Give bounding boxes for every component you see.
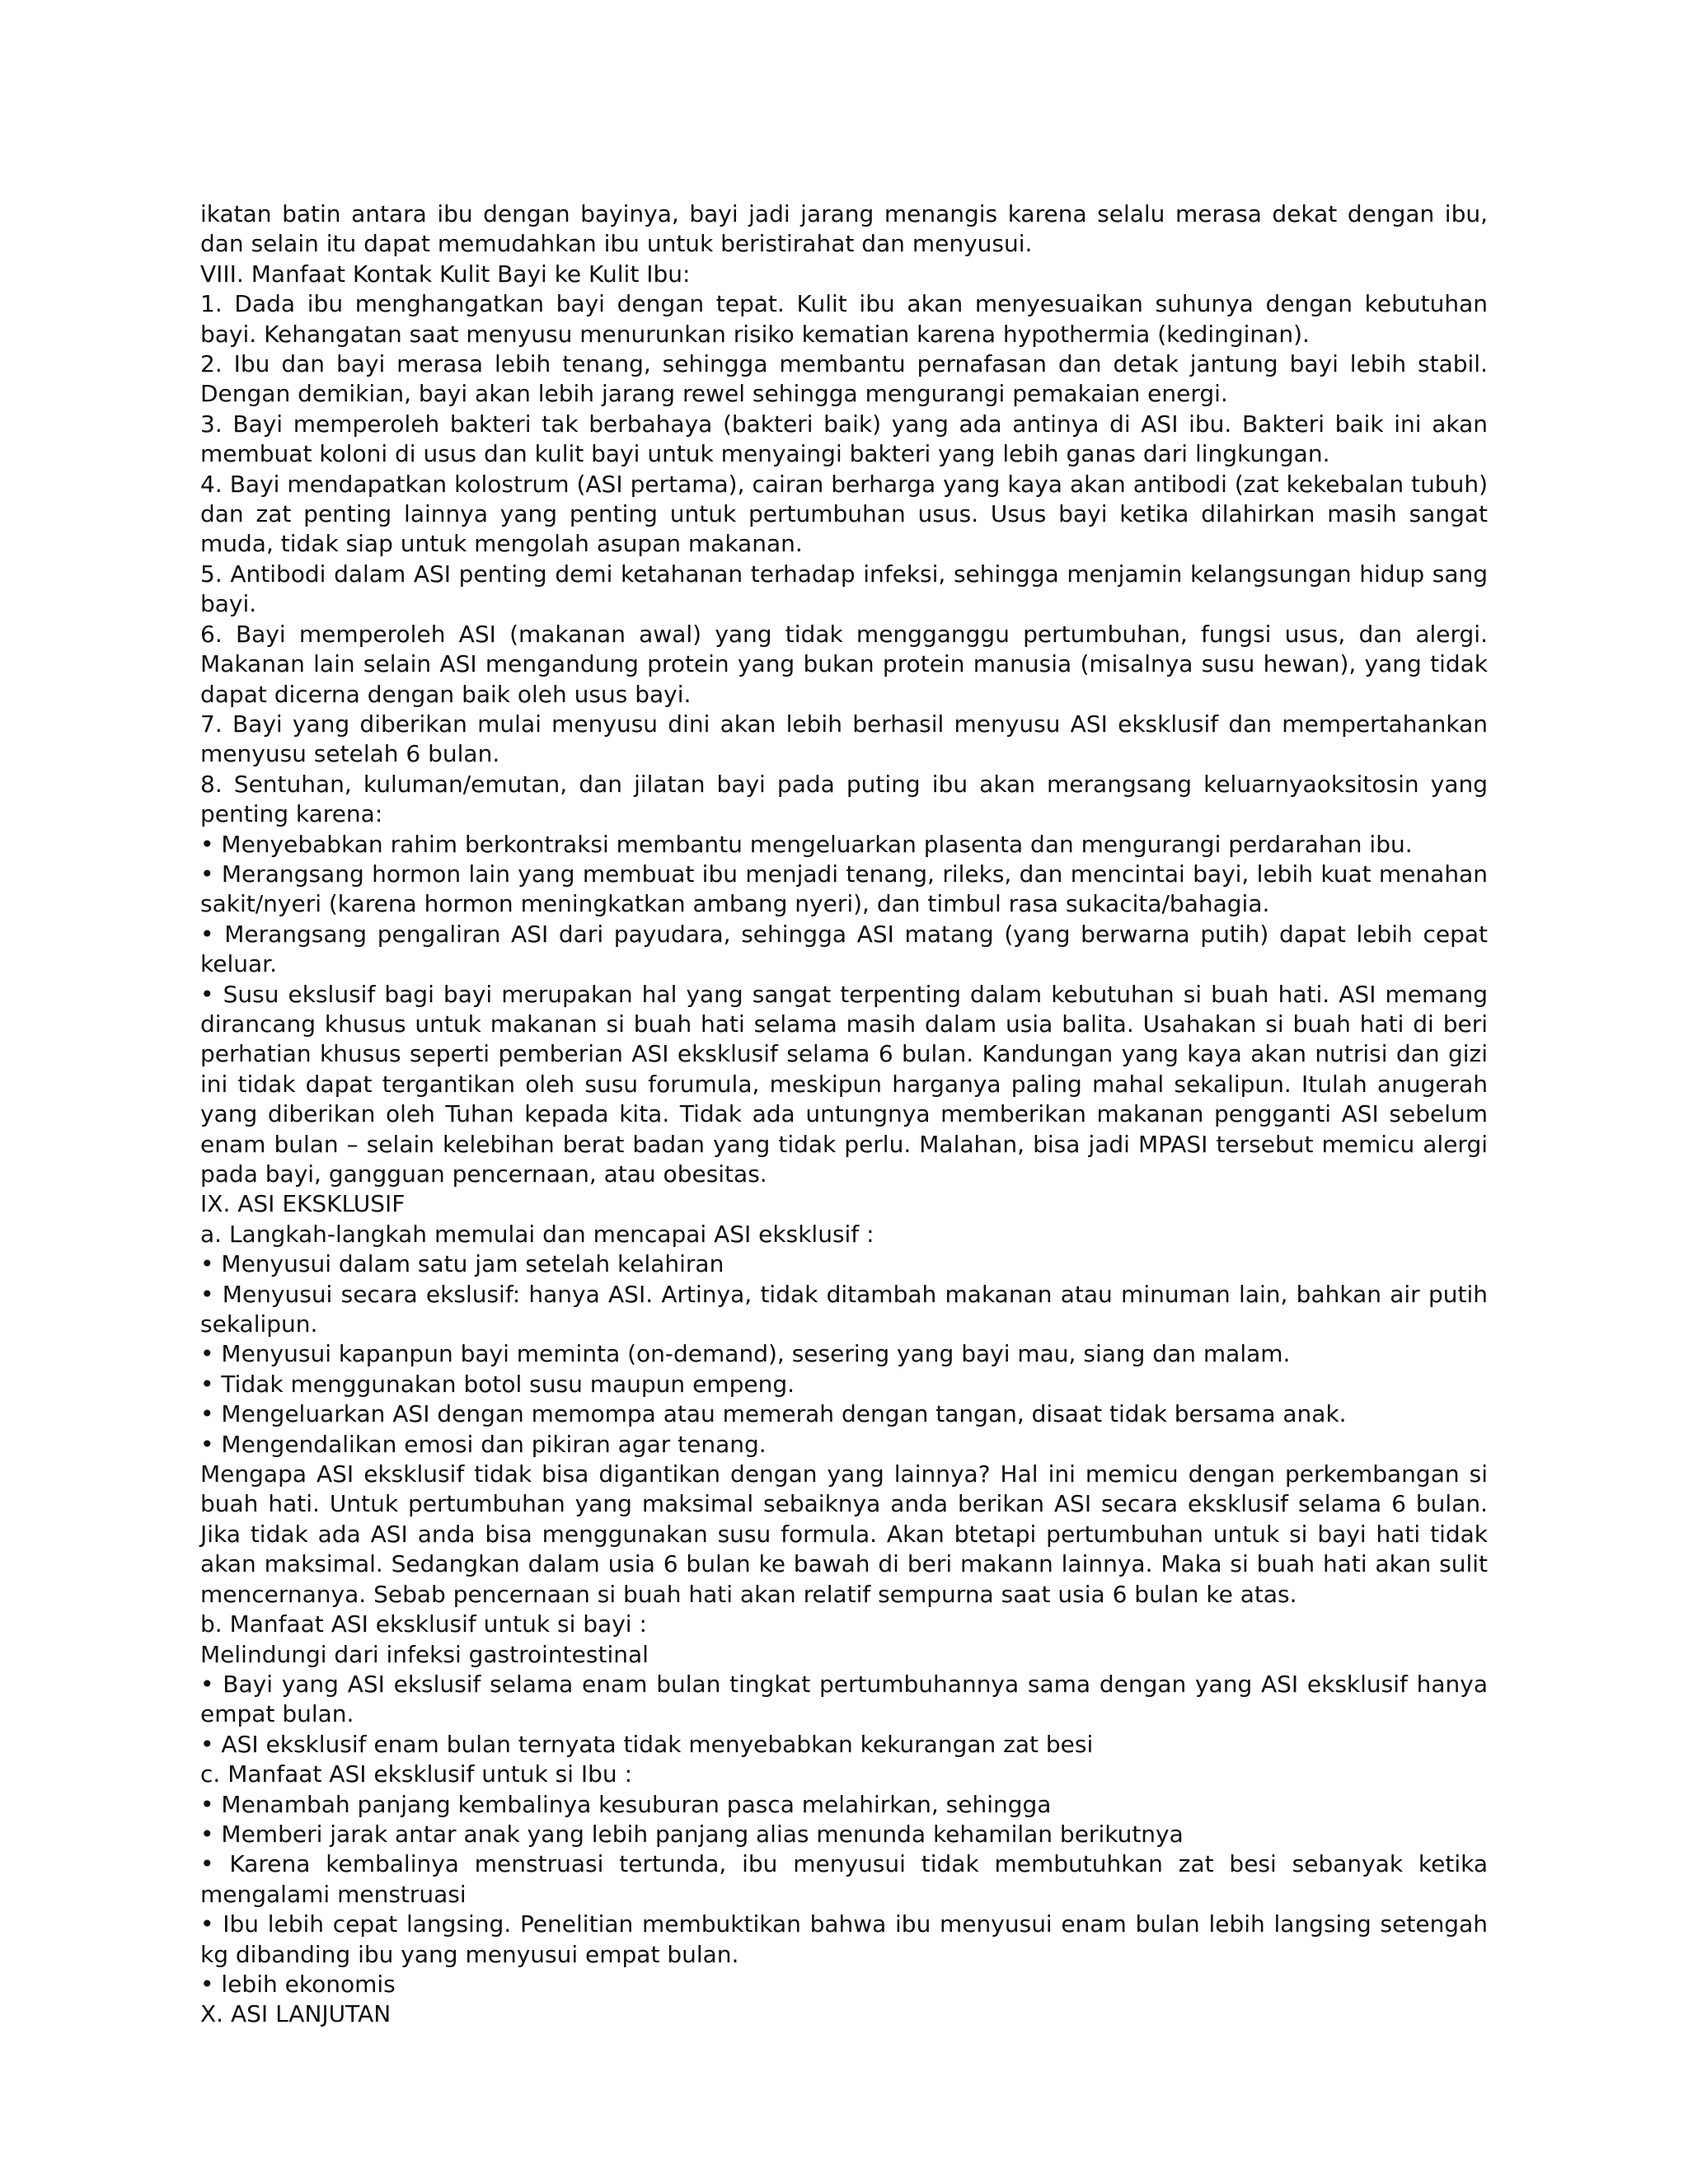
bullet-item: • Tidak menggunakan botol susu maupun empeng.: [200, 1370, 795, 1398]
bullet-item: • Menyusui kapanpun bayi meminta (on-demand), sesering yang bayi mau, siang dan malam.: [200, 1340, 1291, 1368]
bullet-item: • Bayi yang ASI ekslusif selama enam bulan tingkat pertumbuhannya sama dengan yang ASI eksklusif hanya empat bulan.: [200, 1670, 1488, 1728]
bullet-item: • Memberi jarak antar anak yang lebih panjang alias menunda kehamilan berikutnya: [200, 1820, 1184, 1848]
bullet-item: • Mengeluarkan ASI dengan memompa atau memerah dengan tangan, disaat tidak bersama anak.: [200, 1400, 1347, 1428]
paragraph: Mengapa ASI eksklusif tidak bisa digantikan dengan yang lainnya? Hal ini memicu dengan perkembangan si buah hati. Untuk pertumbuhan yang maksimal sebaiknya anda berikan ASI secara eksklusif selama 6 bulan. Jika tidak ada ASI anda bisa menggunakan susu formula. Akan btetapi pertumbuhan untuk si bayi hati tidak akan maksimal. Sedangkan dalam usia 6 bulan ke bawah di beri makann lainnya. Maka si buah hati akan sulit mencernanya. Sebab pencernaan si buah hati akan relatif sempurna saat usia 6 bulan ke atas.: [200, 1460, 1488, 1608]
numbered-item-1: 1. Dada ibu menghangatkan bayi dengan tepat. Kulit ibu akan menyesuaikan suhunya dengan kebutuhan bayi. Kehangatan saat menyusu menurunkan risiko kematian karena hypothermia (kedinginan).: [200, 290, 1488, 348]
numbered-item-3: 3. Bayi memperoleh bakteri tak berbahaya (bakteri baik) yang ada antinya di ASI ibu. Bakteri baik ini akan membuat koloni di usus dan kulit bayi untuk menyaingi bakteri yang lebih ganas dari lingkungan.: [200, 410, 1488, 468]
numbered-item-4: 4. Bayi mendapatkan kolostrum (ASI pertama), cairan berharga yang kaya akan antibodi (zat kekebalan tubuh) dan zat penting lainnya yang penting untuk pertumbuhan usus. Usus bayi ketika dilahirkan masih sangat muda, tidak siap untuk mengolah asupan makanan.: [200, 470, 1488, 558]
numbered-item-2: 2. Ibu dan bayi merasa lebih tenang, sehingga membantu pernafasan dan detak jantung bayi lebih stabil. Dengan demikian, bayi akan lebih jarang rewel sehingga mengurangi pemakaian energi.: [200, 350, 1488, 408]
paragraph-continuation: ikatan batin antara ibu dengan bayinya, bayi jadi jarang menangis karena selalu merasa dekat dengan ibu, dan selain itu dapat memudahkan ibu untuk beristirahat dan menyusui.: [200, 200, 1488, 258]
bullet-item: • Karena kembalinya menstruasi tertunda, ibu menyusui tidak membutuhkan zat besi sebanyak ketika mengalami menstruasi: [200, 1850, 1488, 1908]
subsection-heading-b: b. Manfaat ASI eksklusif untuk si bayi :: [200, 1610, 647, 1638]
bullet-item: • Ibu lebih cepat langsing. Penelitian membuktikan bahwa ibu menyusui enam bulan lebih langsing setengah kg dibanding ibu yang menyusui empat bulan.: [200, 1910, 1488, 1968]
subsection-heading-c: c. Manfaat ASI eksklusif untuk si Ibu :: [200, 1760, 633, 1788]
subsection-heading-a: a. Langkah-langkah memulai dan mencapai ASI eksklusif :: [200, 1220, 874, 1248]
section-heading-ix: IX. ASI EKSKLUSIF: [200, 1190, 406, 1218]
bullet-item: • Merangsang hormon lain yang membuat ibu menjadi tenang, rileks, dan mencintai bayi, lebih kuat menahan sakit/nyeri (karena hormon meningkatkan ambang nyeri), dan timbul rasa sukacita/bahagia.: [200, 860, 1488, 918]
bullet-item: • lebih ekonomis: [200, 1970, 396, 1998]
numbered-item-7: 7. Bayi yang diberikan mulai menyusu dini akan lebih berhasil menyusu ASI eksklusif dan mempertahankan menyusu setelah 6 bulan.: [200, 710, 1488, 768]
document-body: [200, 199, 1488, 2030]
bullet-item: • Susu ekslusif bagi bayi merupakan hal yang sangat terpenting dalam kebutuhan si buah hati. ASI memang dirancang khusus untuk makanan si buah hati selama masih dalam usia balita. Usahakan si buah hati di beri perhatian khusus seperti pemberian ASI eksklusif selama 6 bulan. Kandungan yang kaya akan nutrisi dan gizi ini tidak dapat tergantikan oleh susu forumula, meskipun harganya paling mahal sekalipun. Itulah anugerah yang diberikan oleh Tuhan kepada kita. Tidak ada untungnya memberikan makanan pengganti ASI sebelum enam bulan – selain kelebihan berat badan yang tidak perlu. Malahan, bisa jadi MPASI tersebut memicu alergi pada bayi, gangguan pencernaan, atau obesitas.: [200, 980, 1488, 1188]
bullet-item: • ASI eksklusif enam bulan ternyata tidak menyebabkan kekurangan zat besi: [200, 1730, 1094, 1758]
numbered-item-6: 6. Bayi memperoleh ASI (makanan awal) yang tidak mengganggu pertumbuhan, fungsi usus, dan alergi. Makanan lain selain ASI mengandung protein yang bukan protein manusia (misalnya susu hewan), yang tidak dapat dicerna dengan baik oleh usus bayi.: [200, 620, 1488, 708]
bullet-item: • Mengendalikan emosi dan pikiran agar tenang.: [200, 1430, 767, 1458]
section-heading-viii: VIII. Manfaat Kontak Kulit Bayi ke Kulit Ibu:: [200, 260, 691, 288]
section-heading-x: X. ASI LANJUTAN: [200, 2000, 392, 2028]
bullet-item: • Menyusui secara ekslusif: hanya ASI. Artinya, tidak ditambah makanan atau minuman lain, bahkan air putih sekalipun.: [200, 1280, 1488, 1338]
bullet-item: • Menambah panjang kembalinya kesuburan pasca melahirkan, sehingga: [200, 1790, 1052, 1818]
bullet-item: • Menyusui dalam satu jam setelah kelahiran: [200, 1250, 724, 1278]
numbered-item-8: 8. Sentuhan, kuluman/emutan, dan jilatan bayi pada puting ibu akan merangsang keluarnyaoksitosin yang penting karena:: [200, 770, 1488, 828]
bullet-item: • Menyebabkan rahim berkontraksi membantu mengeluarkan plasenta dan mengurangi perdarahan ibu.: [200, 830, 1413, 858]
numbered-item-5: 5. Antibodi dalam ASI penting demi ketahanan terhadap infeksi, sehingga menjamin kelangsungan hidup sang bayi.: [200, 560, 1488, 618]
bullet-item: • Merangsang pengaliran ASI dari payudara, sehingga ASI matang (yang berwarna putih) dapat lebih cepat keluar.: [200, 920, 1488, 978]
paragraph: Melindungi dari infeksi gastrointestinal: [200, 1640, 649, 1668]
